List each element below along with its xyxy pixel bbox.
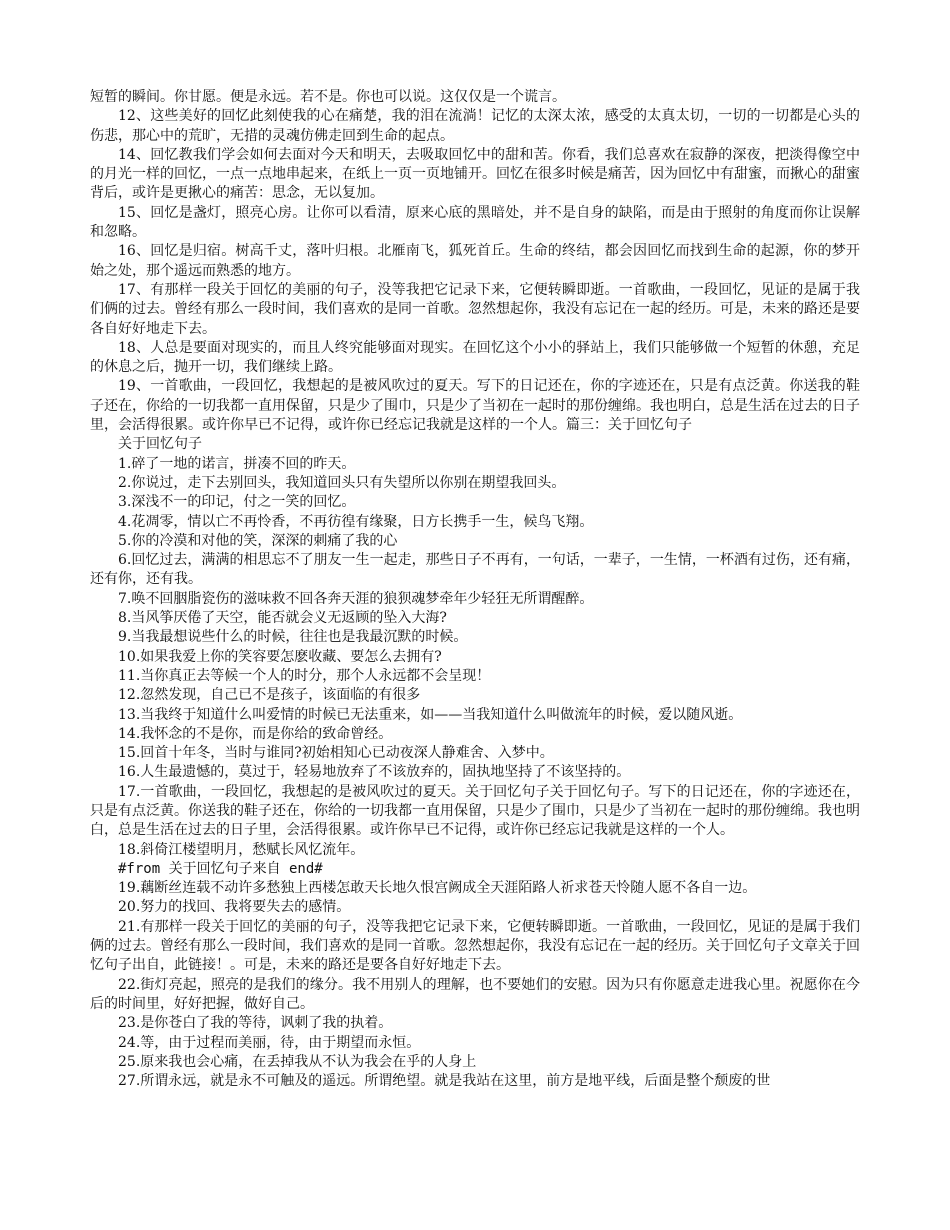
paragraph: 4.花凋零，情以亡不再怜香，不再彷徨有缘聚，日方长携手一生，候鸟飞翔。 <box>118 513 594 530</box>
paragraph: 8.当风筝厌倦了天空，能否就会义无返顾的坠入大海? <box>118 610 447 627</box>
paragraph: #from 关于回忆句子来自 end# <box>118 860 323 877</box>
paragraph: 关于回忆句子 <box>118 436 202 453</box>
paragraph: 9.当我最想说些什么的时候，往往也是我最沉默的时候。 <box>118 629 468 646</box>
paragraph: 3.深浅不一的印记，付之一笑的回忆。 <box>118 494 356 511</box>
paragraph: 1.碎了一地的诺言，拼凑不回的昨天。 <box>118 455 356 472</box>
continued-paragraph: 短暂的瞬间。你甘愿。便是永远。若不是。你也可以说。这仅仅是一个谎言。 <box>90 89 566 105</box>
paragraph: 15.回首十年冬，当时与谁同?初始相知心已动夜深人静难舍、入梦中。 <box>118 745 554 762</box>
paragraph: 17、有那样一段关于回忆的美丽的句子，没等我把它记录下来，它便转瞬即逝。一首歌曲，一段回忆，见证的是属于我们俩的过去。曾经有那么一段时间，我们喜欢的是同一首歌。忽然想起你，我没有忘记在一起的经历。可是，未来的路还是要各自好好地走下去。 <box>90 281 860 337</box>
paragraph: 16、回忆是归宿。树高千丈，落叶归根。北雁南飞，狐死首丘。生命的终结，都会因回忆而找到生命的起源，你的梦开始之处，那个遥远而熟悉的地方。 <box>90 243 860 279</box>
paragraph: 21.有那样一段关于回忆的美丽的句子，没等我把它记录下来，它便转瞬即逝。一首歌曲，一段回忆，见证的是属于我们俩的过去。曾经有那么一段时间，我们喜欢的是同一首歌。忽然想起你，我没有忘记在一起的经历。关于回忆句子文章关于回忆句子出自，此链接！。可是，未来的路还是要各自好好地走下去。 <box>90 918 860 974</box>
paragraph: 14.我怀念的不是你，而是你给的致命曾经。 <box>118 725 393 742</box>
paragraph: 12.忽然发现，自己已不是孩子，该面临的有很多 <box>118 687 421 704</box>
paragraph: 17.一首歌曲，一段回忆，我想起的是被风吹过的夏天。关于回忆句子关于回忆句子。写下的日记还在，你的字迹还在，只是有点泛黄。你送我的鞋子还在，你给的一切我都一直用保留，只是少了围巾，只是少了当初在一起时的那份缠绵。我也明白，总是生活在过去的日子里，会活得很累。或许你早已不记得，或许你已经忘记我就是这样的一个人。 <box>90 783 860 839</box>
paragraph: 19.藕断丝连载不动许多愁独上西楼怎敢天长地久恨宫阙成全天涯陌路人祈求苍天怜随人愿不各自一边。 <box>118 880 757 897</box>
paragraph: 2.你说过，走下去别回头，我知道回头只有失望所以你别在期望我回头。 <box>118 474 566 491</box>
paragraph: 13.当我终于知道什么叫爱情的时候已无法重来，如——当我知道什么叫做流年的时候，爱以随风逝。 <box>118 706 743 723</box>
paragraph: 7.唤不回胭脂瓷伤的滋味救不回各奔天涯的狼狈魂梦牵年少轻狂无所谓醒醉。 <box>118 590 594 607</box>
paragraph: 19、一首歌曲，一段回忆，我想起的是被风吹过的夏天。写下的日记还在，你的字迹还在，只是有点泛黄。你送我的鞋子还在，你给的一切我都一直用保留，只是少了围巾，只是少了当初在一起时的那份缠绵。我也明白，总是生活在过去的日子里，会活得很累。或许你早已不记得，或许你已经忘记我就是这样的一个人。篇三：关于回忆句子 <box>90 378 860 434</box>
paragraph: 14、回忆教我们学会如何去面对今天和明天，去吸取回忆中的甜和苦。你看，我们总喜欢在寂静的深夜，把淡得像空中的月光一样的回忆，一点一点地串起来，在纸上一页一页地铺开。回忆在很多时候是痛苦，因为回忆中有甜蜜，而揪心的甜蜜背后，或许是更揪心的痛苦：思念，无以复加。 <box>90 146 860 202</box>
paragraph: 15、回忆是盏灯，照亮心房。让你可以看清，原来心底的黑暗处，并不是自身的缺陷，而是由于照射的角度而你让误解和忽略。 <box>90 204 860 241</box>
paragraph: 23.是你苍白了我的等待，讽刺了我的执着。 <box>118 1015 393 1032</box>
paragraph: 10.如果我爱上你的笑容要怎麽收藏、要怎么去拥有? <box>118 648 442 665</box>
paragraph: 20.努力的找回、我将要失去的感情。 <box>118 899 351 916</box>
paragraph: 16.人生最遗憾的，莫过于，轻易地放弃了不该放弃的，固执地坚持了不该坚持的。 <box>118 764 631 781</box>
paragraph: 18、人总是要面对现实的，而且人终究能够面对现实。在回忆这个小小的驿站上，我们只能够做一个短暂的休憩，充足的休息之后，抛开一切，我们继续上路。 <box>90 339 860 376</box>
paragraph: 6.回忆过去，满满的相思忘不了朋友一生一起走，那些日子不再有，一句话，一辈子，一生情，一杯酒有过伤，还有痛，还有你，还有我。 <box>90 552 860 588</box>
paragraph: 22.街灯亮起，照亮的是我们的缘分。我不用别人的理解，也不要她们的安慰。因为只有你愿意走进我心里。祝愿你在今后的时间里，好好把握，做好自己。 <box>90 976 860 1012</box>
paragraph: 5.你的冷漠和对他的笑，深深的刺痛了我的心 <box>118 532 398 549</box>
document-body <box>90 88 860 1091</box>
paragraph: 25.原来我也会心痛，在丢掉我从不认为我会在乎的人身上 <box>118 1053 477 1070</box>
paragraph: 27.所谓永远，就是永不可触及的遥远。所谓绝望。就是我站在这里，前方是地平线，后面是整个颓废的世 <box>118 1073 771 1090</box>
paragraph: 11.当你真正去等候一个人的时分，那个人永远都不会呈现！ <box>118 667 491 684</box>
paragraph: 24.等，由于过程而美丽，待，由于期望而永恒。 <box>118 1034 421 1051</box>
paragraph: 12、这些美好的回忆此刻使我的心在痛楚，我的泪在流淌！记忆的太深太浓，感受的太真太切，一切的一切都是心头的伤悲，那心中的荒旷，无措的灵魂仿佛走回到生命的起点。 <box>90 108 860 144</box>
paragraph: 18.斜倚江楼望明月，愁赋长风忆流年。 <box>118 841 365 858</box>
